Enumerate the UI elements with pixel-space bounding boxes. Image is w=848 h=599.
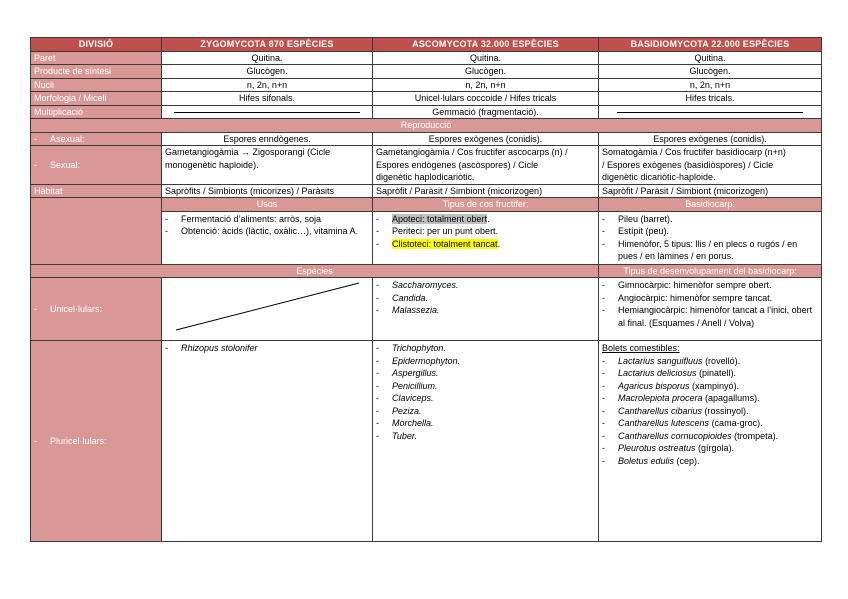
- list-item: - Estípit (peu).: [602, 226, 670, 236]
- sexual-basidio: Somatogàmia / Cos fructifer basidiocarp (n+n) / Espores exògenes (basidiòspores) / Cicle digenètic dicariòtic-haploide.: [599, 146, 822, 185]
- row-multiplicacio: [31, 105, 822, 119]
- row-usos-header: [31, 198, 822, 212]
- list-item: - Trichophyton.: [376, 343, 446, 353]
- usos-asco: [373, 211, 599, 264]
- list-item: - Agaricus bisporus (xampinyó).: [602, 380, 740, 391]
- row-paret: [31, 51, 822, 65]
- asexual-basidio: Espores exògenes (conidis).: [599, 132, 822, 146]
- paret-basidio: Quitina.: [599, 51, 822, 65]
- label-multiplicacio: Multiplicació: [31, 105, 162, 119]
- bolets-comestibles-title: Bolets comestibles:: [602, 343, 680, 353]
- list-item: - Peziza.: [376, 405, 422, 416]
- list-item: - Tuber.: [376, 430, 418, 441]
- unicel-asco: [373, 278, 599, 341]
- list-item: - Candida.: [376, 292, 429, 303]
- label-unicel: - Unicel·lulars:: [31, 278, 162, 341]
- habitat-basidio: Sapròfit / Paràsit / Simbiont (micorizogen): [599, 184, 822, 198]
- header-zygomycota: ZYGOMYCOTA 870 ESPÈCIES: [162, 38, 373, 52]
- row-nucli: [31, 78, 822, 92]
- label-sexual: - Sexual:: [31, 146, 162, 185]
- row-morfologia: [31, 92, 822, 106]
- list-item: - Rhizopus stolonifer: [165, 343, 258, 353]
- row-asexual: [31, 132, 822, 146]
- row-especies-header: [31, 264, 822, 278]
- section-reproduccio: Reproducció: [31, 119, 822, 133]
- row-reproduccio-title: [31, 119, 822, 133]
- list-item: - Hemiangiocàrpic: himenòfor tancat a l’inici, obert al final. (Esquames / Anell / Volva): [602, 305, 813, 328]
- list-item: - Pileu (barret).: [602, 213, 673, 224]
- label-nucli: Nucli: [31, 78, 162, 92]
- multiplicacio-asco: Gemmació (fragmentació).: [373, 105, 599, 119]
- empty-rule: [617, 112, 803, 113]
- header-divisio: DIVISIÓ: [31, 38, 162, 52]
- morfologia-asco: Unicel·lulars coccoide / Hifes tricals: [373, 92, 599, 106]
- asexual-zygo: Espores enndògenes.: [162, 132, 373, 146]
- sexual-asco: Gametangiogàmia / Cos fructifer ascocarps (n) / Espores endògenes (ascòspores) / Cicle digenètic haplodicariòtic.: [373, 146, 599, 185]
- list-item: - Himenòfor, 5 tipus: llis / en plecs o rugós / en pues / en làmines / en porus.: [602, 238, 798, 261]
- list-item: - Cantharellus cornucopioides (trompeta).: [602, 430, 779, 441]
- list-item: - Lactarius deliciosus (pinatell).: [602, 368, 737, 378]
- sexual-zygo: Gametangiogàmia → Zigosporangi (Cicle monogenètic haploide).: [162, 146, 373, 185]
- list-item: - Fermentació d’aliments: arròs, soja: [165, 213, 322, 224]
- section-especies: Espècies: [31, 264, 599, 278]
- unicel-zygo-empty: [162, 278, 373, 341]
- list-item: - Claviceps.: [376, 393, 434, 403]
- usos-basidio: [599, 211, 822, 264]
- pluricel-asco: [373, 341, 599, 542]
- nucli-asco: n, 2n, n+n: [373, 78, 599, 92]
- list-item: - Aspergillus.: [376, 368, 439, 378]
- usos-header-basidio: Basidiocarp:: [599, 198, 822, 212]
- row-unicel: [31, 278, 822, 341]
- row-pluricel: [31, 341, 822, 542]
- list-item: - Saccharomyces.: [376, 280, 459, 290]
- morfologia-basidio: Hifes tricals.: [599, 92, 822, 106]
- row-habitat: [31, 184, 822, 198]
- label-pluricel: - Pluricel·lulars:: [31, 341, 162, 542]
- paret-zygo: Quitina.: [162, 51, 373, 65]
- morfologia-zygo: Hifes sifonals.: [162, 92, 373, 106]
- label-morfologia: Morfologia / Miceli: [31, 92, 162, 106]
- producte-zygo: Glucògen.: [162, 65, 373, 79]
- usos-header-asco: Tipus de cos fructifer:: [373, 198, 599, 212]
- multiplicacio-zygo-empty: [162, 105, 373, 119]
- list-item: - Epidermophyton.: [376, 355, 461, 366]
- label-asexual: - Asexual:: [31, 132, 162, 146]
- fungi-classification-sheet: [30, 37, 821, 542]
- list-item: - Pleurotus ostreatus (gírgola).: [602, 443, 735, 453]
- list-item: - Clistoteci: totalment tancat.: [376, 238, 501, 249]
- list-item: - Penicillium.: [376, 380, 438, 391]
- pluricel-basidio: [599, 341, 822, 542]
- nucli-basidio: n, 2n, n+n: [599, 78, 822, 92]
- pluricel-zygo: [162, 341, 373, 542]
- usos-header-zygo: Usos: [162, 198, 373, 212]
- label-habitat: Hàbitat: [31, 184, 162, 198]
- list-item: - Angiocàrpic: himenòfor sempre tancat.: [602, 292, 773, 303]
- list-item: - Gimnocàrpic: himenòfor sempre obert.: [602, 280, 772, 290]
- paret-asco: Quitina.: [373, 51, 599, 65]
- row-sexual: [31, 146, 822, 185]
- list-item: - Boletus edulis (cep).: [602, 455, 700, 466]
- empty-cell-slash: [162, 278, 373, 340]
- producte-asco: Glucògen.: [373, 65, 599, 79]
- asexual-asco: Espores exògenes (conidis).: [373, 132, 599, 146]
- list-item: - Cantharellus lutescens (cama-groc).: [602, 418, 763, 428]
- list-item: - Malassezia.: [376, 305, 440, 315]
- producte-basidio: Glucògen.: [599, 65, 822, 79]
- list-item: - Obtenció: àcids (làctic, oxàlic…), vitamina A.: [165, 226, 359, 236]
- list-item: - Macrolepiota procera (apagallums).: [602, 393, 760, 403]
- list-item: - Apoteci: totalment obert.: [376, 213, 490, 224]
- list-item: - Morchella.: [376, 418, 434, 428]
- fungi-table: [30, 37, 822, 542]
- header-basidiomycota: BASIDIOMYCOTA 22.000 ESPÈCIES: [599, 38, 822, 52]
- empty-rule: [174, 112, 360, 113]
- habitat-asco: Sapròfit / Paràsit / Simbiont (micorizogen): [373, 184, 599, 198]
- multiplicacio-basidio-empty: [599, 105, 822, 119]
- list-item: - Periteci: per un punt obert.: [376, 226, 499, 236]
- label-usos-empty: [31, 198, 162, 265]
- header-row: [31, 38, 822, 52]
- header-ascomycota: ASCOMYCOTA 32.000 ESPÈCIES: [373, 38, 599, 52]
- label-paret: Paret: [31, 51, 162, 65]
- usos-zygo: [162, 211, 373, 264]
- habitat-zygo: Sapròfits / Simbionts (micorizes) / Paràsits: [162, 184, 373, 198]
- list-item: - Cantharellus cibarius (rossinyol).: [602, 405, 749, 416]
- nucli-zygo: n, 2n, n+n: [162, 78, 373, 92]
- unicel-basidio: [599, 278, 822, 341]
- section-desenvolupament: Tipus de desenvolupament del basidiocarp:: [599, 264, 822, 278]
- row-producte: [31, 65, 822, 79]
- label-producte: Producte de síntesi: [31, 65, 162, 79]
- list-item: - Lactarius sanguifluus (rovelló).: [602, 355, 741, 366]
